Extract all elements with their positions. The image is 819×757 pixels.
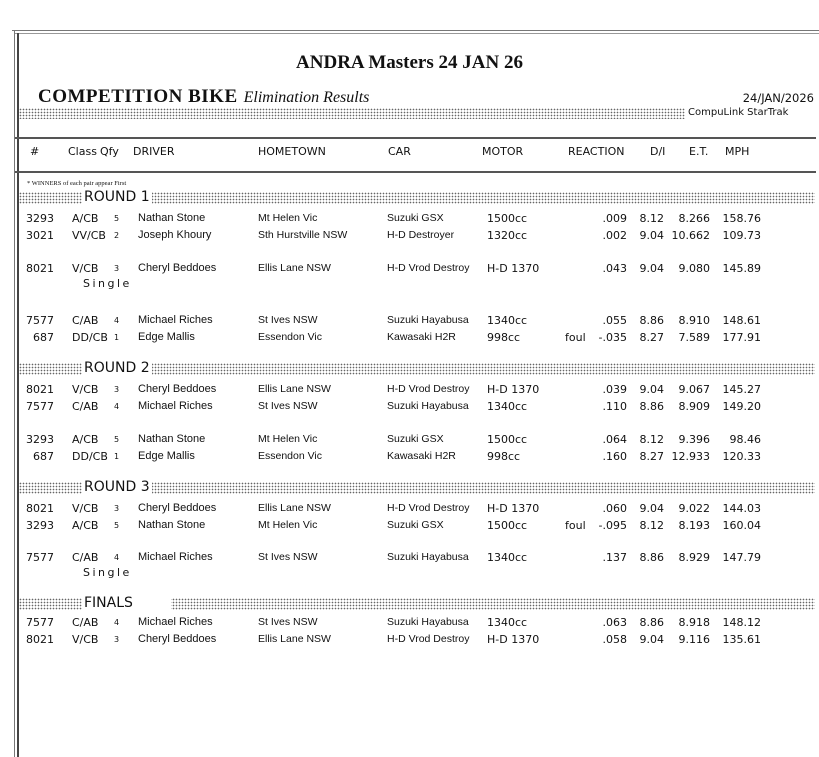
round-label: FINALS	[82, 595, 171, 611]
entry-number: 3293	[26, 212, 54, 225]
car-name: Suzuki Hayabusa	[387, 551, 469, 563]
foul-flag: foul	[565, 331, 586, 344]
report-type: Elimination Results	[243, 89, 370, 106]
qualifying-position: 4	[114, 402, 120, 411]
col-header-car: CAR	[388, 145, 411, 158]
class-code: VV/CB	[72, 229, 106, 242]
col-header-mph: MPH	[725, 145, 750, 158]
class-code: DD/CB	[72, 331, 108, 344]
entry-number: 7577	[26, 400, 54, 413]
qualifying-position: 5	[114, 214, 120, 223]
hometown: Ellis Lane NSW	[258, 262, 331, 274]
speed-mph: 109.73	[722, 229, 761, 242]
reaction-time: .064	[602, 433, 627, 446]
class-code: A/CB	[72, 433, 99, 446]
elapsed-time: 8.266	[678, 212, 710, 225]
qualifying-position: 3	[114, 635, 120, 644]
round-label: ROUND 2	[84, 360, 150, 376]
car-name: H-D Vrod Destroy	[387, 633, 470, 645]
dial-in: 8.27	[639, 331, 664, 344]
car-name: Kawasaki H2R	[387, 450, 456, 462]
single-run-note: Single	[83, 566, 132, 579]
single-run-note: Single	[83, 277, 132, 290]
dial-in: 8.86	[639, 616, 664, 629]
car-name: H-D Vrod Destroy	[387, 383, 470, 395]
hometown: St Ives NSW	[258, 551, 318, 563]
car-name: Suzuki GSX	[387, 519, 444, 531]
dial-in: 9.04	[639, 502, 664, 515]
col-header-driver: DRIVER	[133, 145, 175, 158]
elapsed-time: 7.589	[678, 331, 710, 344]
reaction-time: .060	[602, 502, 627, 515]
qualifying-position: 3	[114, 264, 120, 273]
qualifying-position: 1	[114, 452, 120, 461]
class-code: A/CB	[72, 212, 99, 225]
driver-name: Cheryl Beddoes	[138, 383, 217, 395]
elapsed-time: 9.080	[678, 262, 710, 275]
header-rule-bottom	[15, 171, 816, 173]
speed-mph: 145.89	[722, 262, 761, 275]
dial-in: 8.12	[639, 433, 664, 446]
result-row	[0, 616, 819, 630]
motor: 1500cc	[487, 433, 528, 446]
result-row	[0, 551, 819, 565]
motor: H-D 1370	[487, 502, 540, 515]
result-row	[0, 433, 819, 447]
driver-name: Edge Mallis	[138, 450, 195, 462]
driver-name: Nathan Stone	[138, 519, 206, 531]
elapsed-time: 8.910	[678, 314, 710, 327]
driver-name: Joseph Khoury	[138, 229, 212, 241]
car-name: Suzuki GSX	[387, 433, 444, 445]
reaction-time: .009	[602, 212, 627, 225]
class-code: C/AB	[72, 400, 99, 413]
class-code: V/CB	[72, 633, 99, 646]
class-code: DD/CB	[72, 450, 108, 463]
result-row	[0, 400, 819, 414]
qualifying-position: 5	[114, 521, 120, 530]
speed-mph: 148.61	[722, 314, 761, 327]
qualifying-position: 4	[114, 618, 120, 627]
speed-mph: 145.27	[722, 383, 761, 396]
speed-mph: 177.91	[722, 331, 761, 344]
class-code: C/AB	[72, 314, 99, 327]
motor: 1500cc	[487, 519, 528, 532]
elapsed-time: 8.929	[678, 551, 710, 564]
driver-name: Michael Riches	[138, 551, 213, 563]
motor: 1340cc	[487, 400, 528, 413]
motor: 998cc	[487, 450, 521, 463]
entry-number: 7577	[26, 314, 54, 327]
qualifying-position: 4	[114, 316, 120, 325]
class-code: V/CB	[72, 383, 99, 396]
speed-mph: 135.61	[722, 633, 761, 646]
col-header-et: E.T.	[689, 145, 709, 158]
dotted-divider	[19, 108, 685, 119]
report-date: 24/JAN/2026	[742, 91, 814, 105]
elapsed-time: 9.067	[678, 383, 710, 396]
driver-name: Michael Riches	[138, 314, 213, 326]
elapsed-time: 9.022	[678, 502, 710, 515]
reaction-time: .160	[602, 450, 627, 463]
hometown: Ellis Lane NSW	[258, 502, 331, 514]
speed-mph: 148.12	[722, 616, 761, 629]
elapsed-time: 8.909	[678, 400, 710, 413]
motor: H-D 1370	[487, 383, 540, 396]
class-code: V/CB	[72, 502, 99, 515]
hometown: St Ives NSW	[258, 616, 318, 628]
speed-mph: 158.76	[722, 212, 761, 225]
driver-name: Cheryl Beddoes	[138, 262, 217, 274]
hometown: Ellis Lane NSW	[258, 633, 331, 645]
result-row	[0, 262, 819, 276]
motor: 1340cc	[487, 616, 528, 629]
reaction-time: -.095	[598, 519, 627, 532]
elapsed-time: 9.396	[678, 433, 710, 446]
dial-in: 9.04	[639, 262, 664, 275]
hometown: St Ives NSW	[258, 314, 318, 326]
entry-number: 8021	[26, 262, 54, 275]
elapsed-time: 9.116	[678, 633, 710, 646]
speed-mph: 147.79	[722, 551, 761, 564]
col-header-qfy: Qfy	[100, 145, 119, 158]
hometown: St Ives NSW	[258, 400, 318, 412]
result-row	[0, 383, 819, 397]
entry-number: 3293	[26, 433, 54, 446]
round-label: ROUND 3	[84, 479, 150, 495]
dial-in: 9.04	[639, 229, 664, 242]
driver-name: Cheryl Beddoes	[138, 633, 217, 645]
dial-in: 8.12	[639, 519, 664, 532]
hometown: Sth Hurstville NSW	[258, 229, 348, 241]
driver-name: Cheryl Beddoes	[138, 502, 217, 514]
dial-in: 8.12	[639, 212, 664, 225]
col-header-class: Class	[68, 145, 97, 158]
motor: 1320cc	[487, 229, 528, 242]
reaction-time: .063	[602, 616, 627, 629]
qualifying-position: 3	[114, 504, 120, 513]
entry-number: 8021	[26, 383, 54, 396]
speed-mph: 98.46	[729, 433, 761, 446]
qualifying-position: 3	[114, 385, 120, 394]
result-row	[0, 314, 819, 328]
reaction-time: .039	[602, 383, 627, 396]
qualifying-position: 4	[114, 553, 120, 562]
entry-number: 687	[33, 450, 54, 463]
round-label: ROUND 1	[84, 189, 150, 205]
dial-in: 9.04	[639, 633, 664, 646]
reaction-time: .043	[602, 262, 627, 275]
class-code: V/CB	[72, 262, 99, 275]
round-band	[19, 360, 815, 376]
entry-number: 7577	[26, 616, 54, 629]
speed-mph: 144.03	[722, 502, 761, 515]
elapsed-time: 8.193	[678, 519, 710, 532]
car-name: H-D Destroyer	[387, 229, 455, 241]
driver-name: Michael Riches	[138, 400, 213, 412]
reaction-time: -.035	[598, 331, 627, 344]
dial-in: 8.27	[639, 450, 664, 463]
round-band	[19, 189, 815, 205]
foul-flag: foul	[565, 519, 586, 532]
car-name: H-D Vrod Destroy	[387, 262, 470, 274]
entry-number: 3021	[26, 229, 54, 242]
result-row	[0, 633, 819, 647]
hometown: Essendon Vic	[258, 450, 323, 462]
qualifying-position: 5	[114, 435, 120, 444]
entry-number: 3293	[26, 519, 54, 532]
frame-border-top-inner	[15, 33, 819, 34]
qualifying-position: 2	[114, 231, 120, 240]
driver-name: Edge Mallis	[138, 331, 195, 343]
result-row	[0, 331, 819, 345]
reaction-time: .002	[602, 229, 627, 242]
entry-number: 687	[33, 331, 54, 344]
reaction-time: .110	[602, 400, 627, 413]
speed-mph: 160.04	[722, 519, 761, 532]
speed-mph: 149.20	[722, 400, 761, 413]
car-name: Suzuki Hayabusa	[387, 400, 469, 412]
col-header-num: #	[30, 145, 40, 158]
elapsed-time: 10.662	[671, 229, 710, 242]
round-band	[19, 595, 815, 611]
elapsed-time: 8.918	[678, 616, 710, 629]
dial-in: 8.86	[639, 314, 664, 327]
qualifying-position: 1	[114, 333, 120, 342]
result-row	[0, 519, 819, 533]
driver-name: Nathan Stone	[138, 212, 206, 224]
driver-name: Michael Riches	[138, 616, 213, 628]
entry-number: 7577	[26, 551, 54, 564]
winners-note: * WINNERS of each pair appear First	[27, 180, 127, 187]
hometown: Mt Helen Vic	[258, 212, 318, 224]
col-header-hometown: HOMETOWN	[258, 145, 326, 158]
reaction-time: .137	[602, 551, 627, 564]
class-code: C/AB	[72, 616, 99, 629]
col-header-reaction: REACTION	[568, 145, 625, 158]
reaction-time: .055	[602, 314, 627, 327]
header-rule-top	[15, 137, 816, 139]
col-header-motor: MOTOR	[482, 145, 524, 158]
hometown: Ellis Lane NSW	[258, 383, 331, 395]
hometown: Essendon Vic	[258, 331, 323, 343]
dial-in: 9.04	[639, 383, 664, 396]
motor: 1340cc	[487, 551, 528, 564]
motor: H-D 1370	[487, 633, 540, 646]
dial-in: 8.86	[639, 551, 664, 564]
car-name: H-D Vrod Destroy	[387, 502, 470, 514]
brand-label: CompuLink StarTrak	[688, 107, 789, 118]
motor: 1500cc	[487, 212, 528, 225]
car-name: Suzuki Hayabusa	[387, 314, 469, 326]
class-code: C/AB	[72, 551, 99, 564]
entry-number: 8021	[26, 502, 54, 515]
category-name: COMPETITION BIKE	[38, 86, 238, 107]
driver-name: Nathan Stone	[138, 433, 206, 445]
motor: H-D 1370	[487, 262, 540, 275]
dial-in: 8.86	[639, 400, 664, 413]
result-row	[0, 502, 819, 516]
result-row	[0, 450, 819, 464]
result-row	[0, 229, 819, 243]
car-name: Suzuki Hayabusa	[387, 616, 469, 628]
elapsed-time: 12.933	[671, 450, 710, 463]
reaction-time: .058	[602, 633, 627, 646]
speed-mph: 120.33	[722, 450, 761, 463]
col-header-di: D/I	[650, 145, 666, 158]
report-subtitle	[38, 86, 369, 108]
hometown: Mt Helen Vic	[258, 433, 318, 445]
round-band	[19, 479, 815, 495]
car-name: Kawasaki H2R	[387, 331, 456, 343]
motor: 998cc	[487, 331, 521, 344]
result-row	[0, 212, 819, 226]
motor: 1340cc	[487, 314, 528, 327]
car-name: Suzuki GSX	[387, 212, 444, 224]
entry-number: 8021	[26, 633, 54, 646]
frame-border-top	[12, 30, 819, 31]
class-code: A/CB	[72, 519, 99, 532]
event-title: ANDRA Masters 24 JAN 26	[296, 52, 523, 73]
hometown: Mt Helen Vic	[258, 519, 318, 531]
